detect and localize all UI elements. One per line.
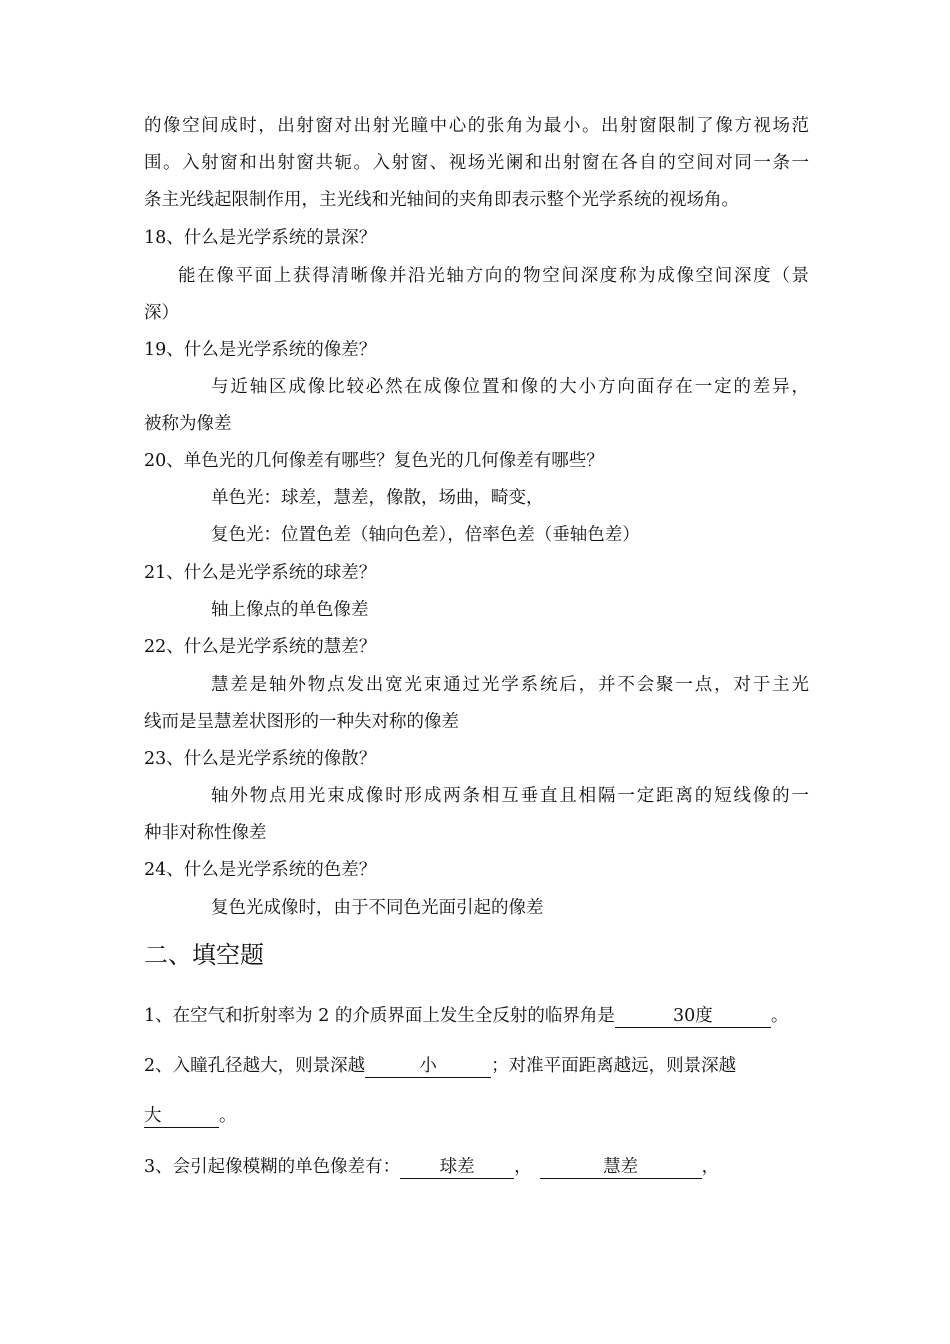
answer-24: 复色光成像时，由于不同色光面引起的像差 — [211, 898, 544, 918]
paragraph-line: 围。入射窗和出射窗共轭。入射窗、视场光阑和出射窗在各自的空间对同一条一 — [144, 153, 809, 173]
fill-blank-2-cont — [144, 1104, 809, 1128]
question-24: 24、什么是光学系统的色差？ — [144, 860, 377, 880]
fill-text: ， — [514, 1157, 532, 1177]
answer-22-line: 线而是呈慧差状图形的一种失对称的像差 — [144, 712, 459, 732]
answer-21: 轴上像点的单色像差 — [211, 600, 369, 620]
paragraph-line: 条主光线起限制作用，主光线和光轴间的夹角即表示整个光学系统的视场角。 — [144, 190, 739, 210]
fill-text: 。 — [770, 1006, 789, 1026]
question-22: 22、什么是光学系统的慧差？ — [144, 637, 377, 657]
fill-blank-answer: 30度 — [615, 1005, 771, 1028]
fill-text: 3、会引起像模糊的单色像差有： — [144, 1157, 401, 1177]
answer-20-line: 复色光：位置色差（轴向色差），倍率色差（垂轴色差） — [211, 525, 640, 545]
section-heading: 二、填空题 — [144, 941, 264, 969]
fill-blank-2 — [144, 1054, 809, 1078]
fill-text: ， — [701, 1157, 720, 1177]
fill-blank-answer: 球差 — [400, 1156, 514, 1179]
answer-18-line: 能在像平面上获得清晰像并沿光轴方向的物空间深度称为成像空间深度（景 — [178, 266, 809, 286]
answer-19-line: 被称为像差 — [144, 414, 232, 434]
fill-blank-3 — [144, 1155, 809, 1179]
answer-18-line: 深） — [144, 303, 179, 323]
answer-23-line: 轴外物点用光束成像时形成两条相互垂直且相隔一定距离的短线像的一 — [211, 786, 809, 806]
answer-23-line: 种非对称性像差 — [144, 823, 267, 843]
fill-blank-answer: 小 — [365, 1055, 491, 1078]
answer-19-line: 与近轴区成像比较必然在成像位置和像的大小方向面存在一定的差异， — [211, 377, 809, 397]
question-19: 19、什么是光学系统的像差？ — [144, 340, 377, 360]
answer-22-line: 慧差是轴外物点发出宽光束通过光学系统后，并不会聚一点，对于主光 — [211, 675, 809, 695]
fill-text: 1、在空气和折射率为 2 的介质界面上发生全反射的临界角是 — [144, 1006, 615, 1026]
fill-blank-answer: 大 — [144, 1105, 219, 1128]
question-23: 23、什么是光学系统的像散？ — [144, 749, 377, 769]
fill-text: 2、入瞳孔径越大，则景深越 — [144, 1056, 366, 1076]
fill-text: ；对准平面距离越远，则景深越 — [491, 1056, 737, 1076]
question-21: 21、什么是光学系统的球差？ — [144, 563, 377, 583]
fill-blank-1 — [144, 1004, 809, 1028]
fill-text: 。 — [219, 1106, 237, 1126]
question-18: 18、什么是光学系统的景深？ — [144, 228, 377, 248]
answer-20-line: 单色光：球差，慧差，像散，场曲，畸变， — [211, 488, 544, 508]
fill-blank-answer: 慧差 — [540, 1156, 702, 1179]
paragraph-line: 的像空间成时，出射窗对出射光瞳中心的张角为最小。出射窗限制了像方视场范 — [144, 116, 809, 136]
question-20: 20、单色光的几何像差有哪些？复色光的几何像差有哪些？ — [144, 451, 604, 471]
